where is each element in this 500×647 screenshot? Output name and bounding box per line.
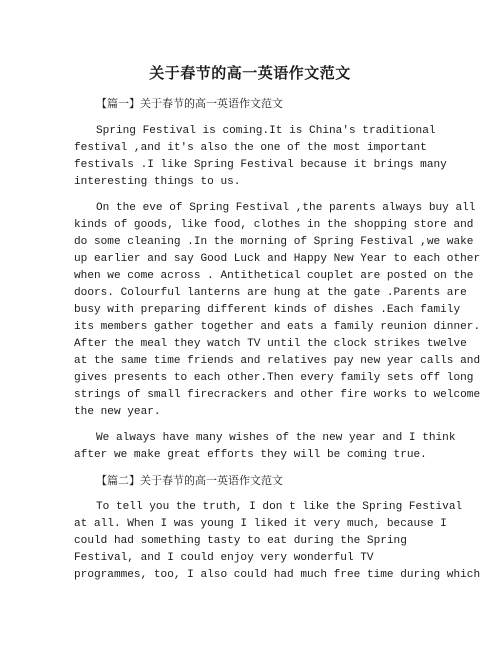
text-line: We always have many wishes of the new year and I think [96, 432, 456, 444]
text-line: After the meal they watch TV until the clock strikes twelve [74, 338, 467, 350]
text-line: kinds of goods, like food, clothes in the shopping store and [74, 219, 474, 231]
text-line: On the eve of Spring Festival ,the parents always buy all [96, 202, 476, 214]
text-line: gives presents to each other.Then every family sets off long [74, 372, 474, 384]
text-line: at the same time friends and relatives pay new year calls and [74, 355, 481, 367]
text-line: festival ,and it's also the one of the most important [74, 142, 427, 154]
text-line: interesting things to us. [74, 176, 241, 188]
document-title: 关于春节的高一英语作文范文 [149, 64, 351, 82]
section-heading-1: 【篇一】关于春节的高一英语作文范文 [96, 97, 283, 110]
text-line: busy with preparing different kinds of dishes .Each family [74, 304, 461, 316]
text-line: could had something tasty to eat during the Spring [74, 535, 407, 547]
text-line: up earlier and say Good Luck and Happy New Year to each other [74, 253, 481, 265]
text-line: programmes, too, I also could had much free time during which [74, 569, 481, 581]
text-line: the new year. [74, 406, 161, 418]
text-line: Spring Festival is coming.It is China's traditional [96, 125, 436, 137]
text-line: Festival, and I could enjoy very wonderful TV [74, 552, 374, 564]
text-line: after we make great efforts they will be coming true. [74, 449, 427, 461]
text-line: its members gather together and eats a family reunion dinner. [74, 321, 481, 333]
text-line: do some cleaning .In the morning of Spring Festival ,we wake [74, 236, 474, 248]
text-line: festivals .I like Spring Festival because it brings many [74, 159, 447, 171]
text-line: at all. When I was young I liked it very much, because I [74, 518, 447, 530]
text-line: doors. Colourful lanterns are hung at the gate .Parents are [74, 287, 467, 299]
text-line: when we come across . Antithetical couplet are posted on the [74, 270, 474, 282]
section-heading-2: 【篇二】关于春节的高一英语作文范文 [96, 474, 283, 487]
text-line: To tell you the truth, I don t like the Spring Festival [96, 501, 463, 513]
text-line: strings of small firecrackers and other fire works to welcome [74, 389, 481, 401]
